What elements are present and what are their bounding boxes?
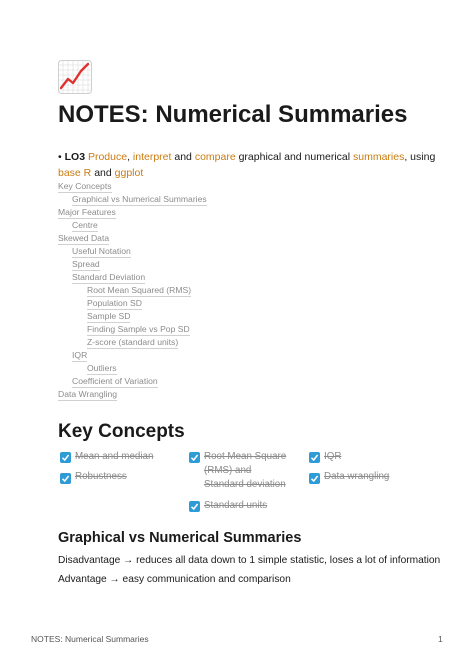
toc-link-rms[interactable]: Root Mean Squared (RMS) xyxy=(87,285,192,295)
todo-item: Root Mean Square xyxy=(204,451,287,462)
highlight-interpret: interpret xyxy=(132,151,172,163)
todo-item: Data wrangling xyxy=(324,471,390,482)
lo-code: LO3 xyxy=(64,151,86,163)
chart-increasing-icon xyxy=(58,60,92,94)
advantage-text: Advantage → easy communication and comparison xyxy=(58,574,291,585)
checkbox-checked[interactable] xyxy=(189,452,200,463)
todo-item-line-3: Standard deviation xyxy=(204,479,286,490)
learning-outcome xyxy=(58,149,438,181)
highlight-ggplot: ggplot xyxy=(114,167,144,179)
toc-link-standard-deviation[interactable]: Standard Deviation xyxy=(72,272,146,282)
checkbox-checked[interactable] xyxy=(309,473,320,484)
section-heading-graphical-vs-numerical: Graphical vs Numerical Summaries xyxy=(58,530,302,546)
toc-link-finding-sample-vs-pop-sd[interactable]: Finding Sample vs Pop SD xyxy=(87,324,190,334)
highlight-produce: Produce xyxy=(87,151,128,163)
toc-link-population-sd[interactable]: Population SD xyxy=(87,298,142,308)
bullet: • xyxy=(58,151,62,163)
page-title: NOTES: Numerical Summaries xyxy=(58,101,408,128)
highlight-summaries: summaries xyxy=(353,151,405,163)
toc-link-useful-notation[interactable]: Useful Notation xyxy=(72,246,131,256)
toc-link-data-wrangling[interactable]: Data Wrangling xyxy=(58,389,118,399)
todo-item: Mean and median xyxy=(75,451,154,462)
checkbox-checked[interactable] xyxy=(189,501,200,512)
highlight-compare: compare xyxy=(194,151,236,163)
section-heading-key-concepts: Key Concepts xyxy=(58,421,185,442)
toc-link-z-score[interactable]: Z-score (standard units) xyxy=(87,337,179,347)
toc-link-major-features[interactable]: Major Features xyxy=(58,207,116,217)
toc-link-centre[interactable]: Centre xyxy=(72,220,98,230)
toc-link-sample-sd[interactable]: Sample SD xyxy=(87,311,131,321)
using-text: , using xyxy=(404,151,436,163)
todo-item: Standard units xyxy=(204,500,268,511)
toc-link-coefficient-of-variation[interactable]: Coefficient of Variation xyxy=(72,376,158,386)
toc-link-graphical-vs-numerical[interactable]: Graphical vs Numerical Summaries xyxy=(72,194,207,204)
checkbox-checked[interactable] xyxy=(60,452,71,463)
page-number: 1 xyxy=(438,634,443,644)
highlight-base-r: base R xyxy=(58,167,92,179)
checkbox-checked[interactable] xyxy=(60,473,71,484)
and-text-2: and xyxy=(94,167,112,179)
toc-link-iqr[interactable]: IQR xyxy=(72,350,88,360)
toc-link-skewed-data[interactable]: Skewed Data xyxy=(58,233,110,243)
mid-text: graphical and numerical xyxy=(238,151,351,163)
toc-link-spread[interactable]: Spread xyxy=(72,259,100,269)
todo-item-line-2: (RMS) and xyxy=(204,465,252,476)
disadvantage-text: Disadvantage → reduces all data down to 1 simple statistic, loses a lot of information xyxy=(58,555,441,566)
checkbox-checked[interactable] xyxy=(309,452,320,463)
and-text: and xyxy=(174,151,192,163)
todo-item: Robustness xyxy=(75,471,127,482)
toc-link-outliers[interactable]: Outliers xyxy=(87,363,117,373)
footer-title: NOTES: Numerical Summaries xyxy=(31,634,149,644)
sep-text: , xyxy=(127,151,130,163)
todo-item: IQR xyxy=(324,451,342,462)
toc-link-key-concepts[interactable]: Key Concepts xyxy=(58,181,112,191)
